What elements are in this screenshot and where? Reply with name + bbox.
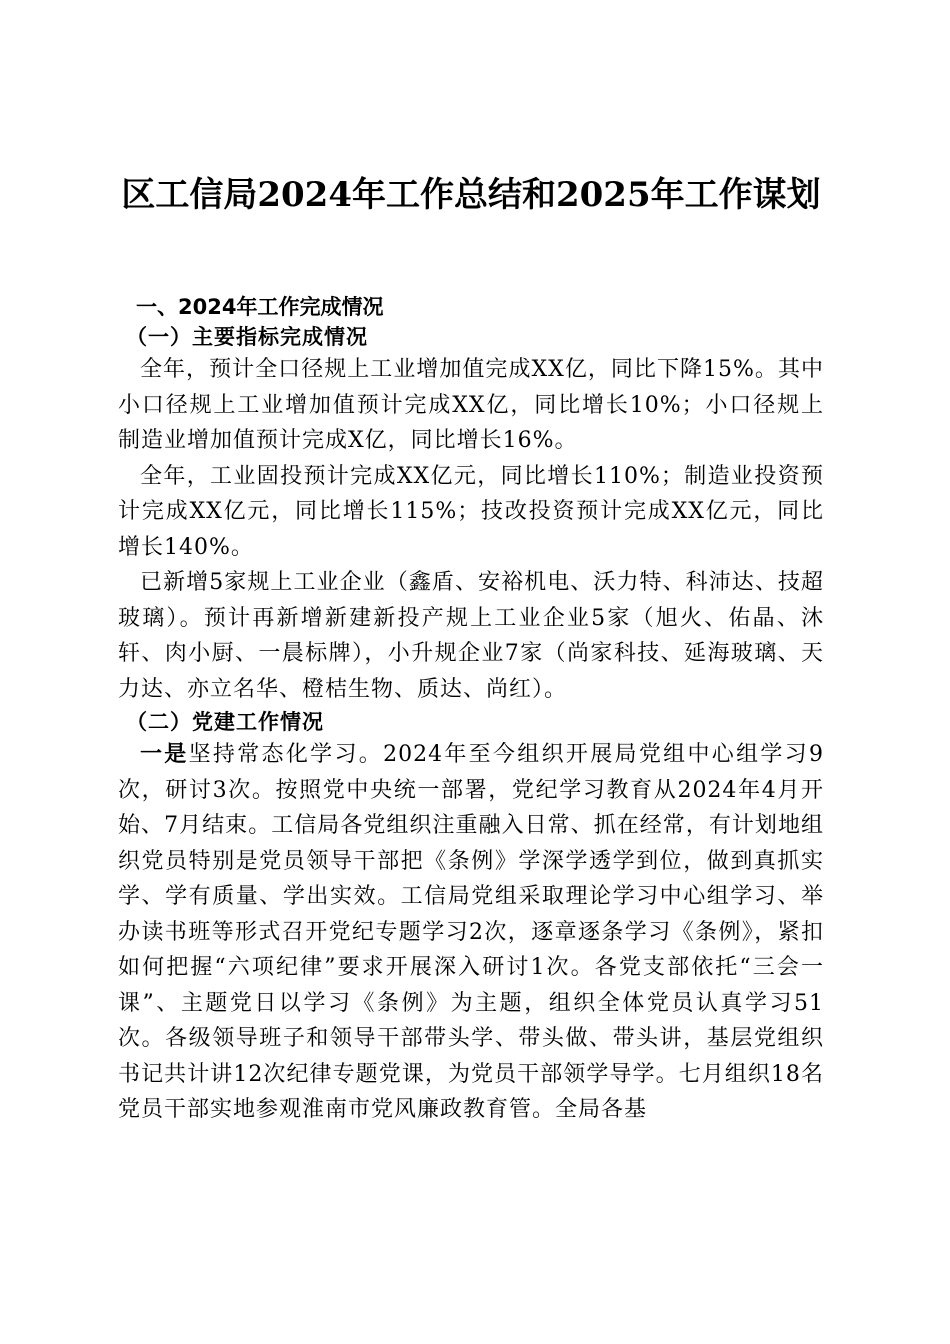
section-heading-1: 一、2024年工作完成情况 (136, 295, 384, 319)
paragraph-body: 坚持常态化学习。2024年至今组织开展局党组中心组学习9次，研讨3次。按照党中央统一部署，党纪学习教育从2024年4月开始、7月结束。工信局各党组织注重融入日常、抓在经常，有计划地组织党员特别是党员领导干部把《条例》学深学透学到位，做到真抓实学、学有质量、学出实效。工信局党组采取理论学习中心组学习、举办读书班等形式召开党纪专题学习2次，逐章逐条学习《条例》，紧扣如何把握“六项纪律”要求开展深入研讨1次。各党支部依托“三会一课”、主题党日以学习《条例》为主题，组织全体党员认真学习51次。各级领导班子和领导干部带头学、带头做、带头讲，基层党组织书记共计讲12次纪律专题党课，为党员干部领学导学。七月组织18名党员干部实地参观淮南市党风廉政教育管。全局各基 (118, 742, 824, 1122)
subsection-heading-2: （二）党建工作情况 (126, 709, 324, 734)
paragraph-enterprises: 已新增5家规上工业企业（鑫盾、安裕机电、沃力特、科沛达、技超玻璃）。预计再新增新建新投产规上工业企业5家（旭火、佑晶、沐轩、肉小厨、一晨标牌），小升规企业7家（尚家科技、延海玻璃、天力达、亦立名华、橙桔生物、质达、尚红）。 (118, 570, 824, 702)
paragraph-investment: 全年，工业固投预计完成XX亿元，同比增长110%；制造业投资预计完成XX亿元，同比增长115%；技改投资预计完成XX亿元，同比增长140%。 (118, 463, 824, 560)
subsection-heading-1: （一）主要指标完成情况 (126, 324, 368, 349)
paragraph-indicators: 全年，预计全口径规上工业增加值完成XX亿，同比下降15%。其中小口径规上工业增加值预计完成XX亿，同比增长10%；小口径规上制造业增加值预计完成X亿，同比增长16%。 (118, 357, 824, 453)
paragraph-lead: 一是 (140, 741, 189, 767)
document-title: 区工信局2024年工作总结和2025年工作谋划 (121, 175, 821, 215)
document-page (118, 170, 824, 1128)
paragraph-party-building (118, 737, 824, 1128)
